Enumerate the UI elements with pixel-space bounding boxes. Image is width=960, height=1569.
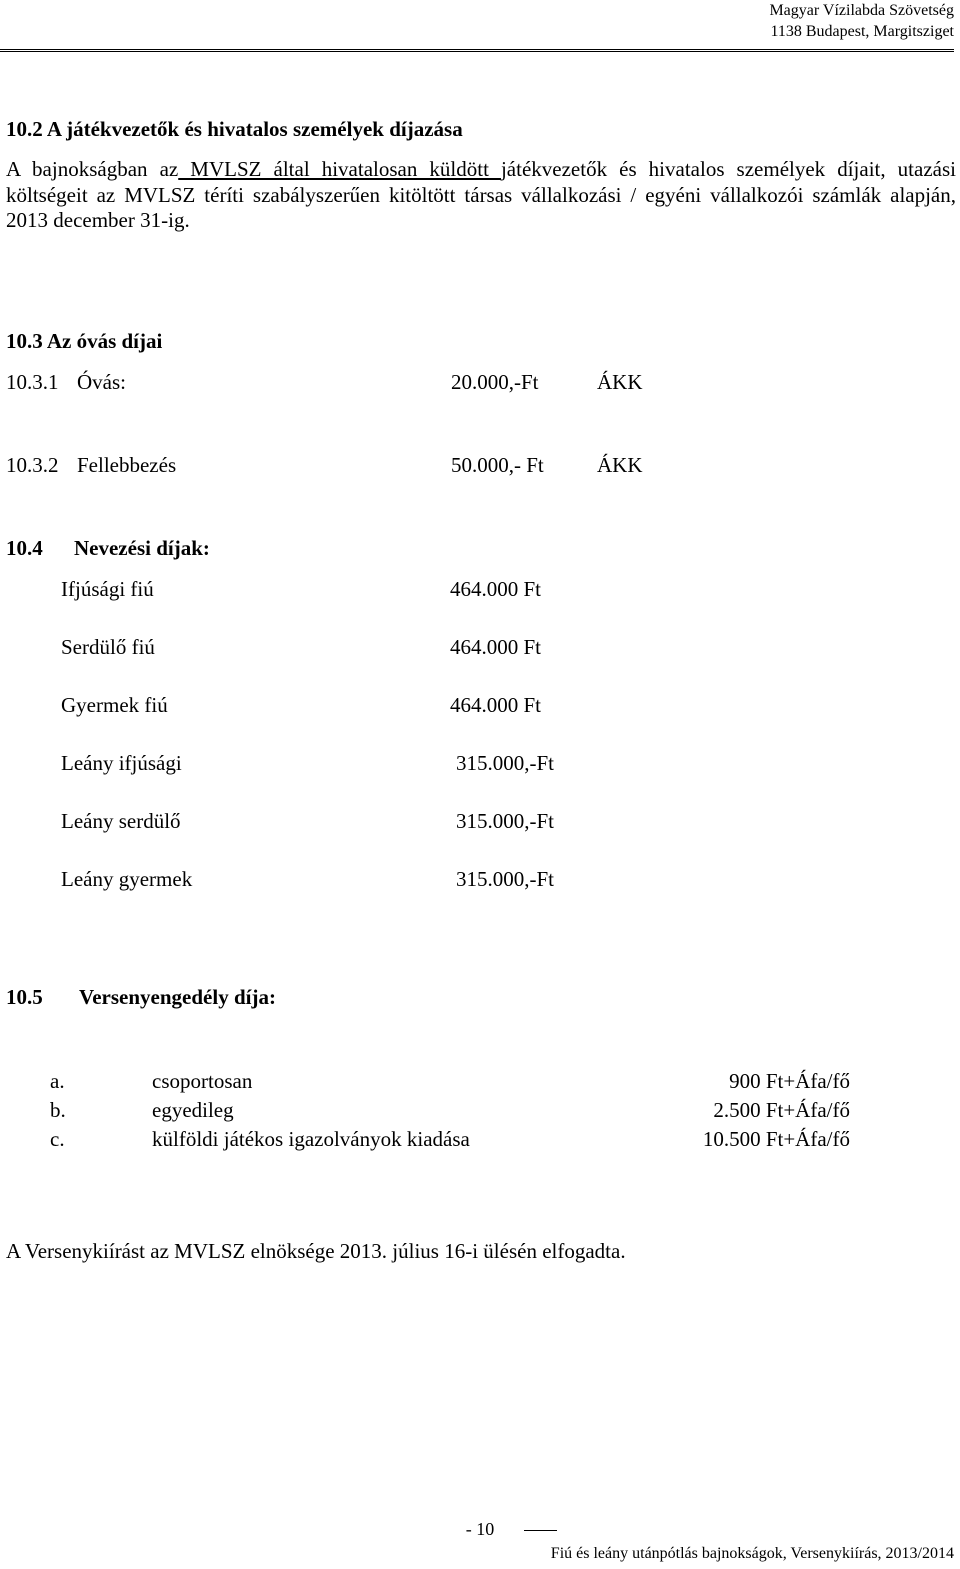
header-org: Magyar Vízilabda Szövetség bbox=[769, 2, 954, 19]
section-10-2-heading: 10.2 A játékvezetők és hivatalos személyek díjazása bbox=[6, 117, 463, 141]
license-letter: c. bbox=[50, 1127, 65, 1151]
paragraph-text-a: A bajnokságban az bbox=[6, 157, 179, 181]
section-10-5-num: 10.5 bbox=[6, 985, 43, 1009]
fee-label: Leány ifjúsági bbox=[61, 751, 182, 775]
section-10-3-heading: 10.3 Az óvás díjai bbox=[6, 329, 163, 353]
section-10-4-num: 10.4 bbox=[6, 536, 43, 560]
section-10-2-paragraph bbox=[6, 157, 956, 234]
item-10-3-1-amount: 20.000,-Ft bbox=[451, 370, 539, 394]
fee-amount: 464.000 Ft bbox=[450, 635, 542, 659]
footer-title: Fiú és leány utánpótlás bajnokságok, Versenykiírás, 2013/2014 bbox=[550, 1545, 954, 1562]
fee-amount: 315.000,-Ft bbox=[456, 751, 555, 775]
paragraph-text-underlined: MVLSZ által hivatalosan küldött bbox=[178, 157, 501, 181]
closing-statement: A Versenykiírást az MVLSZ elnöksége 2013. július 16-i ülésén elfogadta. bbox=[6, 1239, 626, 1263]
item-10-3-2-amount: 50.000,- Ft bbox=[451, 453, 544, 477]
fee-label: Serdülő fiú bbox=[61, 635, 155, 659]
license-label: külföldi játékos igazolványok kiadása bbox=[152, 1127, 470, 1151]
license-letter: b. bbox=[50, 1098, 66, 1122]
item-10-3-2-code: ÁKK bbox=[597, 453, 643, 477]
fee-label: Leány gyermek bbox=[61, 867, 193, 891]
item-10-3-1-label: Óvás: bbox=[77, 370, 126, 394]
paragraph-text-b: játékvezetők és hivatalos személyek díjait, utazási költségeit az MVLSZ téríti szabályszerűen kitöltött társas vállalkozási / egyéni vállalkozói számlák alapján, 2013 december 31-ig. bbox=[6, 157, 956, 232]
page-number: - 10 bbox=[465, 1519, 495, 1539]
fee-label: Ifjúsági fiú bbox=[61, 577, 154, 601]
license-label: csoportosan bbox=[152, 1069, 253, 1093]
license-amount: 900 Ft+Áfa/fő bbox=[729, 1069, 850, 1093]
license-amount: 2.500 Ft+Áfa/fő bbox=[713, 1098, 850, 1122]
item-10-3-1-num: 10.3.1 bbox=[6, 370, 59, 394]
fee-label: Gyermek fiú bbox=[61, 693, 168, 717]
fee-amount: 464.000 Ft bbox=[450, 577, 542, 601]
fee-amount: 315.000,-Ft bbox=[456, 867, 555, 891]
page-number-dash bbox=[524, 1530, 557, 1531]
license-letter: a. bbox=[50, 1069, 65, 1093]
header-rule bbox=[0, 49, 954, 52]
license-amount: 10.500 Ft+Áfa/fő bbox=[702, 1127, 850, 1151]
item-10-3-2-label: Fellebbezés bbox=[77, 453, 177, 477]
fee-amount: 464.000 Ft bbox=[450, 693, 542, 717]
fee-label: Leány serdülő bbox=[61, 809, 181, 833]
section-10-4-heading: Nevezési díjak: bbox=[74, 536, 210, 560]
page-header bbox=[769, 0, 954, 42]
section-10-5-heading: Versenyengedély díja: bbox=[79, 985, 276, 1009]
license-label: egyedileg bbox=[152, 1098, 234, 1122]
item-10-3-2-num: 10.3.2 bbox=[6, 453, 59, 477]
item-10-3-1-code: ÁKK bbox=[597, 370, 643, 394]
header-address: 1138 Budapest, Margitsziget bbox=[770, 23, 954, 40]
fee-amount: 315.000,-Ft bbox=[456, 809, 555, 833]
